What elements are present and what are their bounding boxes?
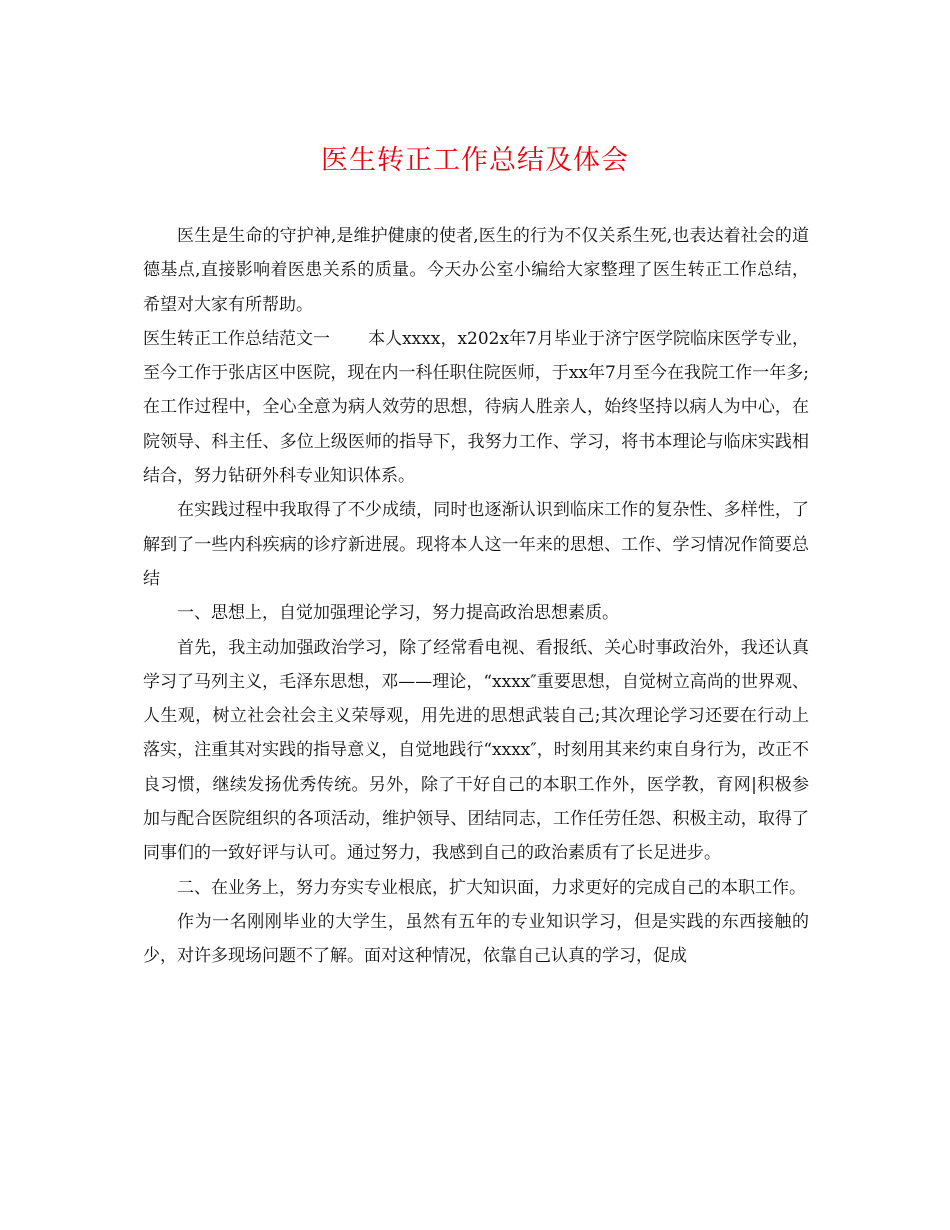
- paragraph-thought: 首先，我主动加强政治学习，除了经常看电视、看报纸、关心时事政治外，我还认真学习了马列主义，毛泽东思想，邓——理论，“xxxx″重要思想，自觉树立高尚的世界观、人生观，树立社会社会主义荣辱观，用先进的思想武装自己;其次理论学习还要在行动上落实，注重其对实践的指导意义，自觉地践行“xxxx″，时刻用其来约束自身行为，改正不良习惯，继续发扬优秀传统。另外，除了干好自己的本职工作外，医学教，育网|积极参加与配合医院组织的各项活动，维护领导、团结同志，工作任劳任怨、积极主动，取得了同事们的一致好评与认可。通过努力，我感到自己的政治素质有了长足进步。: [143, 637, 809, 864]
- document-title: 医生转正工作总结及体会: [321, 145, 629, 176]
- sample-heading: 医生转正工作总结范文一: [143, 328, 331, 349]
- paragraph-business: 作为一名刚刚毕业的大学生，虽然有五年的专业知识学习，但是实践的东西接触的少，对许多现场问题不了解。面对这种情况，依靠自己认真的学习，促成: [143, 911, 809, 967]
- paragraph-progress: 在实践过程中我取得了不少成绩，同时也逐渐认识到临床工作的复杂性、多样性，了解到了一些内科疾病的诊疗新进展。现将本人这一年来的思想、工作、学习情况作简要总结: [143, 500, 809, 589]
- section-heading-thought: 一、思想上，自觉加强理论学习，努力提高政治思想素质。: [177, 603, 619, 624]
- paragraph-intro: 医生是生命的守护神,是维护健康的使者,医生的行为不仅关系生死,也表达着社会的道德基点,直接影响着医患关系的质量。今天办公室小编给大家整理了医生转正工作总结，希望对大家有所帮助。: [143, 226, 809, 315]
- section-heading-business: 二、在业务上，努力夯实专业根底，扩大知识面，力求更好的完成自己的本职工作。: [177, 877, 806, 898]
- sample-text: 本人xxxx，x202x年7月毕业于济宁医学院临床医学专业，至今工作于张店区中医院，现在内一科任职住院医师，于xx年7月至今在我院工作一年多;在工作过程中，全心全意为病人效劳的思想，待病人胜亲人，始终坚持以病人为中心，在院领导、科主任、多位上级医师的指导下，我努力工作、学习，将书本理论与临床实践相结合，努力钻研外科专业知识体系。: [143, 328, 810, 487]
- document-body: [143, 219, 809, 974]
- paragraph-sample-one: [143, 322, 809, 493]
